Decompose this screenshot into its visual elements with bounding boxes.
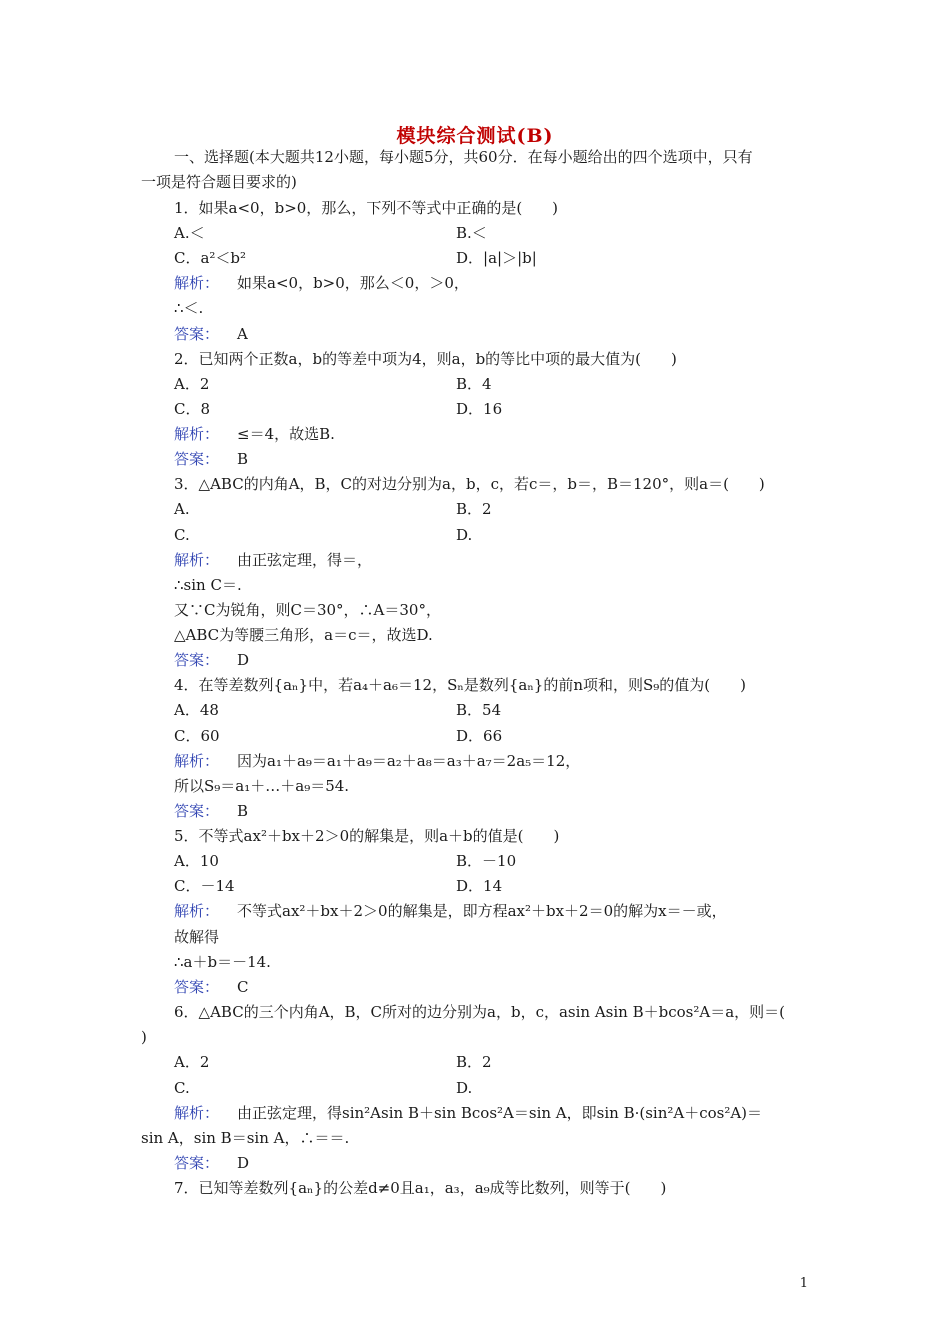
question-4-stem: 4．在等差数列{aₙ}中，若a₄＋a₆＝12，Sₙ是数列{aₙ}的前n项和，则S₉的值为( ): [174, 676, 747, 694]
q1-answer-value: A: [237, 325, 248, 343]
q5-answer-value: C: [237, 978, 249, 996]
q2-option-b: B．4: [456, 375, 492, 393]
q4-answer: [174, 800, 248, 822]
q3-option-d: D.: [456, 526, 473, 544]
q3-option-a: A.: [174, 500, 190, 518]
q5-answer: [174, 976, 249, 998]
q1-analysis-text: 如果a<0，b>0，那么＜0，＞0，: [237, 274, 469, 292]
analysis-label: 解析：: [174, 274, 220, 292]
section-heading: 一、选择题(本大题共12小题，每小题5分，共60分．在每小题给出的四个选项中，只有: [174, 148, 753, 166]
analysis-label: 解析：: [174, 425, 220, 443]
q1-analysis-line2: ∴＜.: [174, 299, 204, 317]
page-title: 模块综合测试(B): [396, 125, 554, 147]
q4-analysis-text: 因为a₁＋a₉＝a₁＋a₉＝a₂＋a₈＝a₃＋a₇＝2a₅＝12，: [237, 752, 581, 770]
q5-option-b: B．－10: [456, 852, 517, 870]
q5-analysis-line2: 故解得: [174, 928, 220, 946]
q4-option-d: D．66: [456, 727, 503, 745]
q1-option-a: A.＜: [174, 224, 205, 242]
q5-option-a: A．10: [174, 852, 219, 870]
q6-answer: [174, 1152, 249, 1174]
q3-analysis-line2: ∴sin C＝.: [174, 576, 242, 594]
q1-analysis: [174, 272, 469, 294]
analysis-label: 解析：: [174, 1104, 220, 1122]
q3-analysis-line3: 又∵C为锐角，则C＝30°，∴A＝30°，: [174, 601, 441, 619]
q6-option-a: A．2: [174, 1053, 210, 1071]
page-number: 1: [799, 1276, 808, 1291]
q3-analysis-text: 由正弦定理，得＝，: [237, 551, 373, 569]
q3-answer: [174, 649, 249, 671]
q3-option-b: B．2: [456, 500, 492, 518]
q6-answer-value: D: [237, 1154, 250, 1172]
q5-option-c: C．－14: [174, 877, 235, 895]
q4-option-a: A．48: [174, 701, 219, 719]
q4-analysis: [174, 750, 580, 772]
answer-label: 答案：: [174, 802, 220, 820]
q6-option-c: C.: [174, 1079, 190, 1097]
q3-analysis-line4: △ABC为等腰三角形，a＝c＝，故选D.: [174, 626, 433, 644]
answer-label: 答案：: [174, 450, 220, 468]
answer-label: 答案：: [174, 978, 220, 996]
question-7-stem: 7．已知等差数列{aₙ}的公差d≠0且a₁，a₃，a₉成等比数列，则等于( ): [174, 1179, 667, 1197]
question-5-stem: 5．不等式ax²＋bx＋2＞0的解集是，则a＋b的值是( ): [174, 827, 560, 845]
q3-option-c: C.: [174, 526, 190, 544]
q1-option-b: B.＜: [456, 224, 487, 242]
question-3-stem: 3．△ABC的内角A，B，C的对边分别为a，b，c，若c＝，b＝，B＝120°，则a＝( ): [174, 475, 765, 493]
q6-analysis-line2: sin A，sin B＝sin A，∴＝＝.: [141, 1129, 350, 1147]
q1-option-c: C．a²＜b²: [174, 249, 247, 267]
q2-analysis: [174, 423, 335, 445]
q4-option-c: C．60: [174, 727, 220, 745]
answer-label: 答案：: [174, 1154, 220, 1172]
q5-option-d: D．14: [456, 877, 503, 895]
q6-analysis: [174, 1102, 762, 1124]
q4-analysis-line2: 所以S₉＝a₁＋…＋a₉＝54.: [174, 777, 350, 795]
q4-answer-value: B: [237, 802, 249, 820]
question-2-stem: 2．已知两个正数a，b的等差中项为4，则a，b的等比中项的最大值为( ): [174, 350, 677, 368]
answer-label: 答案：: [174, 651, 220, 669]
q2-option-a: A．2: [174, 375, 210, 393]
q5-analysis-text: 不等式ax²＋bx＋2＞0的解集是，即方程ax²＋bx＋2＝0的解为x＝－或，: [237, 902, 727, 920]
analysis-label: 解析：: [174, 752, 220, 770]
q5-analysis: [174, 900, 727, 922]
q3-answer-value: D: [237, 651, 250, 669]
question-6-stem: 6．△ABC的三个内角A，B，C所对的边分别为a，b，c，asin Asin B＋bcos²A＝a，则＝(: [174, 1003, 785, 1021]
q2-option-c: C．8: [174, 400, 211, 418]
q1-option-d: D．|a|＞|b|: [456, 249, 537, 267]
section-heading-cont: 一项是符合题目要求的): [141, 173, 297, 191]
q1-answer: [174, 323, 248, 345]
q6-option-b: B．2: [456, 1053, 492, 1071]
q3-analysis: [174, 549, 372, 571]
analysis-label: 解析：: [174, 902, 220, 920]
q2-option-d: D．16: [456, 400, 503, 418]
q5-analysis-line3: ∴a＋b＝－14.: [174, 953, 271, 971]
q2-analysis-text: ≤＝4，故选B.: [237, 425, 335, 443]
q2-answer-value: B: [237, 450, 249, 468]
question-1-stem: 1．如果a<0，b>0，那么，下列不等式中正确的是( ): [174, 199, 559, 217]
analysis-label: 解析：: [174, 551, 220, 569]
q4-option-b: B．54: [456, 701, 502, 719]
answer-label: 答案：: [174, 325, 220, 343]
q2-answer: [174, 448, 248, 470]
question-6-stem-cont: ): [141, 1028, 147, 1046]
q6-analysis-text: 由正弦定理，得sin²Asin B＋sin Bcos²A＝sin A，即sin B·(sin²A＋cos²A)＝: [237, 1104, 763, 1122]
q6-option-d: D.: [456, 1079, 473, 1097]
